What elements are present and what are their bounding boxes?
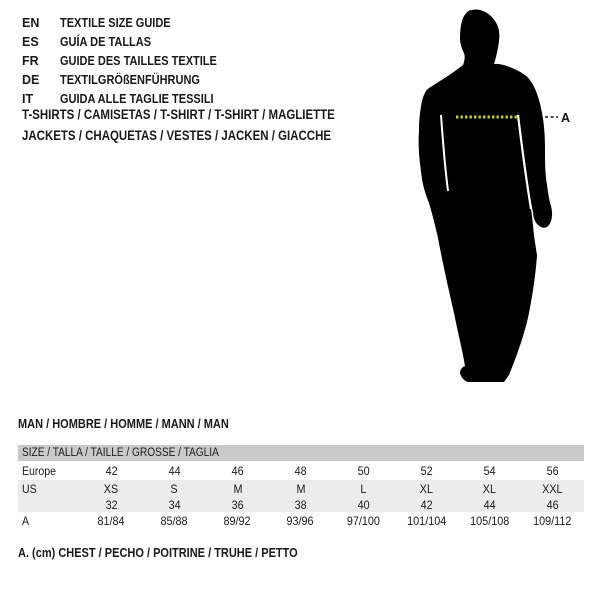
cell: 89/92 [223,514,252,528]
cell: 38 [294,497,307,512]
size-table [18,445,584,530]
cell: 56 [546,463,559,478]
man-silhouette [419,10,552,382]
size-table-header [18,445,584,461]
cell: 105/108 [469,514,510,528]
language-row-de [22,71,238,90]
language-row-fr [22,52,238,71]
category-line-tshirts: T-SHIRTS / CAMISETAS / T-SHIRT / T-SHIRT / MAGLIETTE [22,107,335,122]
cell: 81/84 [97,514,126,528]
table-row-chest-cm [18,512,584,530]
category-titles [22,104,390,146]
man-silhouette-figure [405,3,585,395]
footnote-text: A. (cm) CHEST / PECHO / POITRINE / TRUHE / PETTO [18,546,298,560]
section-title-man [18,417,258,431]
language-label: GUIDE DES TAILLES TEXTILE [60,54,217,68]
cell: 44 [483,497,496,512]
row-label: US [22,481,37,496]
language-label: TEXTILE SIZE GUIDE [60,16,171,30]
language-code: ES [22,35,39,49]
size-table-header-text: SIZE / TALLA / TAILLE / GRÖSSE / TAGLIA [22,447,219,459]
footnote-chest [18,546,336,560]
language-code: FR [22,54,39,68]
cell: 42 [105,463,118,478]
cell: M [233,481,242,496]
cell: 32 [105,497,118,512]
cell: 50 [357,463,370,478]
cell: XL [419,481,434,496]
cell: 44 [168,463,181,478]
cell: M [296,481,305,496]
cell: XS [104,481,119,496]
cell: 40 [357,497,370,512]
cell: 52 [420,463,433,478]
table-row-us [18,480,584,497]
row-label: Europe [22,463,57,478]
row-label: A [22,514,30,528]
measure-label-a: A [561,111,571,125]
cell: 109/112 [533,514,572,528]
table-row-europe [18,461,584,480]
cell: 54 [483,463,496,478]
language-row-es [22,33,238,52]
cell: 42 [420,497,433,512]
cell: XL [482,481,497,496]
cell: S [170,481,179,496]
cell: 34 [168,497,181,512]
cell: 97/100 [346,514,381,528]
cell: L [360,481,367,496]
table-row-alt-sizes [18,497,584,512]
cell: 46 [231,463,244,478]
language-code: EN [22,16,40,30]
language-label: TEXTILGRÖßENFÜHRUNG [60,73,200,87]
cell: 46 [546,497,559,512]
cell: 101/104 [406,514,447,528]
language-code: DE [22,73,40,87]
language-row-en [22,14,238,33]
language-code: IT [22,92,34,106]
cell: 85/88 [160,514,189,528]
language-label: GUÍA DE TALLAS [60,35,152,49]
language-label: GUIDA ALLE TAGLIE TESSILI [60,92,214,106]
row-label [18,498,80,512]
category-line-jackets: JACKETS / CHAQUETAS / VESTES / JACKEN / GIACCHE [22,128,332,143]
cell: 93/96 [286,514,315,528]
cell: XXL [542,481,563,496]
language-list [22,14,238,109]
cell: 36 [231,497,244,512]
cell: 48 [294,463,307,478]
section-title-text: MAN / HOMBRE / HOMME / MANN / MAN [18,417,229,431]
